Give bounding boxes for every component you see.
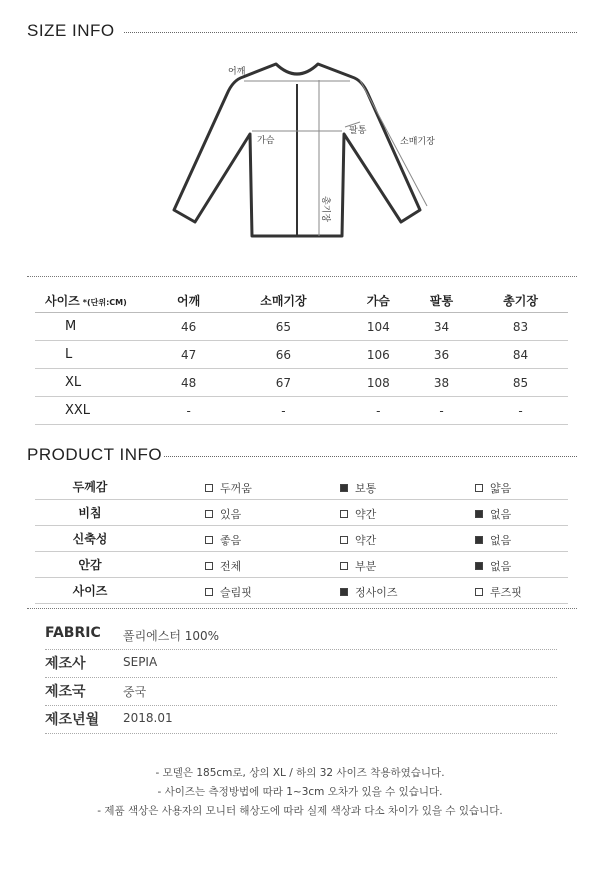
table-row (35, 578, 568, 604)
attribute-label: 안감 (35, 552, 145, 578)
option-label: 없음 (490, 508, 512, 521)
header-size: 사이즈 *(단위:CM) (35, 289, 157, 313)
date-value: 2018.01 (123, 711, 173, 725)
checkbox-option (475, 558, 511, 574)
table-cell: 65 (220, 313, 346, 341)
label-sleeve-width: 팔통 (349, 126, 367, 136)
product-info-title: PRODUCT INFO (27, 445, 163, 464)
option-label: 좋음 (220, 534, 242, 547)
table-row (35, 397, 568, 425)
label-shoulder: 어깨 (228, 67, 246, 77)
unchecked-box-icon (475, 588, 483, 596)
size-info-title: SIZE INFO (27, 21, 115, 40)
date-row (45, 705, 557, 734)
table-cell: 36 (410, 341, 473, 369)
table-cell: 47 (157, 341, 220, 369)
checkbox-option (340, 480, 376, 496)
attribute-options (145, 474, 568, 500)
option-label: 약간 (355, 534, 377, 547)
unchecked-box-icon (205, 484, 213, 492)
size-info-divider (124, 32, 577, 33)
checkbox-option (340, 558, 376, 574)
header-sleeve-width: 팔통 (410, 289, 473, 313)
header-total-length: 총기장 (473, 289, 568, 313)
checked-box-icon (340, 588, 348, 596)
unchecked-box-icon (205, 588, 213, 596)
unchecked-box-icon (205, 536, 213, 544)
table-cell: 34 (410, 313, 473, 341)
date-key: 제조년월 (45, 712, 100, 728)
checkbox-option (340, 532, 376, 548)
manufacturer-value: SEPIA (123, 655, 158, 669)
table-cell: - (220, 397, 346, 425)
checkbox-option (205, 532, 241, 548)
table-cell: - (410, 397, 473, 425)
table-cell: 66 (220, 341, 346, 369)
table-cell: 48 (157, 369, 220, 397)
checkbox-option (205, 584, 252, 600)
label-total-length: 총기장 (320, 196, 330, 223)
table-row (35, 500, 568, 526)
fabric-row (45, 621, 557, 650)
checkbox-option (475, 584, 522, 600)
table-cell: - (157, 397, 220, 425)
header-shoulder: 어깨 (157, 289, 220, 313)
table-row (35, 341, 568, 369)
separator-2 (27, 608, 577, 609)
size-table (35, 289, 568, 425)
table-cell: 108 (347, 369, 410, 397)
unchecked-box-icon (340, 536, 348, 544)
country-key: 제조국 (45, 684, 86, 700)
attribute-label: 비침 (35, 500, 145, 526)
checkbox-option (205, 480, 252, 496)
size-table-header (35, 289, 568, 313)
table-cell: - (347, 397, 410, 425)
table-cell: 46 (157, 313, 220, 341)
option-label: 없음 (490, 560, 512, 573)
unchecked-box-icon (205, 510, 213, 518)
table-row (35, 369, 568, 397)
option-label: 없음 (490, 534, 512, 547)
note-line: - 사이즈는 측정방법에 따라 1~3cm 오차가 있을 수 있습니다. (157, 786, 443, 798)
manufacturer-row (45, 649, 557, 678)
option-label: 정사이즈 (355, 586, 398, 599)
option-label: 얇음 (490, 482, 512, 495)
checkbox-option (475, 506, 511, 522)
fabric-value: 폴리에스터 100% (123, 629, 220, 643)
country-value: 중국 (123, 685, 147, 699)
checkbox-option (340, 506, 376, 522)
header-chest: 가슴 (347, 289, 410, 313)
fabric-key: FABRIC (45, 625, 101, 641)
unchecked-box-icon (475, 484, 483, 492)
size-label: XL (35, 369, 157, 397)
size-label: M (35, 313, 157, 341)
attribute-label: 두께감 (35, 474, 145, 500)
table-row (35, 552, 568, 578)
option-label: 슬림핏 (220, 586, 252, 599)
checkbox-option (205, 558, 241, 574)
unchecked-box-icon (205, 562, 213, 570)
checkbox-option (340, 584, 398, 600)
table-cell: 104 (347, 313, 410, 341)
checked-box-icon (475, 536, 483, 544)
header-unit: *(단위:CM) (82, 298, 127, 307)
option-label: 약간 (355, 508, 377, 521)
jacket-diagram (0, 40, 600, 300)
checked-box-icon (340, 484, 348, 492)
table-row (35, 313, 568, 341)
table-cell: 85 (473, 369, 568, 397)
attribute-options (145, 526, 568, 552)
checkbox-option (475, 532, 511, 548)
checkbox-option (475, 480, 511, 496)
option-label: 보통 (355, 482, 377, 495)
table-row (35, 474, 568, 500)
notes (0, 764, 600, 821)
separator-1 (27, 276, 577, 277)
checked-box-icon (475, 510, 483, 518)
attribute-options (145, 578, 568, 604)
product-attributes-table (35, 474, 568, 604)
checked-box-icon (475, 562, 483, 570)
size-label: L (35, 341, 157, 369)
option-label: 루즈핏 (490, 586, 522, 599)
table-cell: 38 (410, 369, 473, 397)
note-line: - 제품 색상은 사용자의 모니터 해상도에 따라 실제 색상과 다소 차이가 있을 수 있습니다. (97, 805, 503, 817)
header-sleeve-length: 소매기장 (220, 289, 346, 313)
table-cell: 106 (347, 341, 410, 369)
option-label: 두꺼움 (220, 482, 252, 495)
label-sleeve-length: 소매기장 (400, 137, 435, 147)
size-label: XXL (35, 397, 157, 425)
table-row (35, 526, 568, 552)
table-cell: 84 (473, 341, 568, 369)
product-info-divider (164, 456, 577, 457)
checkbox-option (205, 506, 241, 522)
option-label: 있음 (220, 508, 242, 521)
table-cell: 83 (473, 313, 568, 341)
unchecked-box-icon (340, 562, 348, 570)
unchecked-box-icon (340, 510, 348, 518)
attribute-label: 사이즈 (35, 578, 145, 604)
attribute-options (145, 500, 568, 526)
option-label: 부분 (355, 560, 377, 573)
label-chest: 가슴 (257, 136, 275, 146)
attribute-label: 신축성 (35, 526, 145, 552)
attribute-options (145, 552, 568, 578)
table-cell: 67 (220, 369, 346, 397)
note-line: - 모델은 185cm로, 상의 XL / 하의 32 사이즈 착용하였습니다. (155, 767, 445, 779)
table-cell: - (473, 397, 568, 425)
manufacturer-key: 제조사 (45, 656, 86, 672)
option-label: 전체 (220, 560, 242, 573)
country-row (45, 677, 557, 706)
